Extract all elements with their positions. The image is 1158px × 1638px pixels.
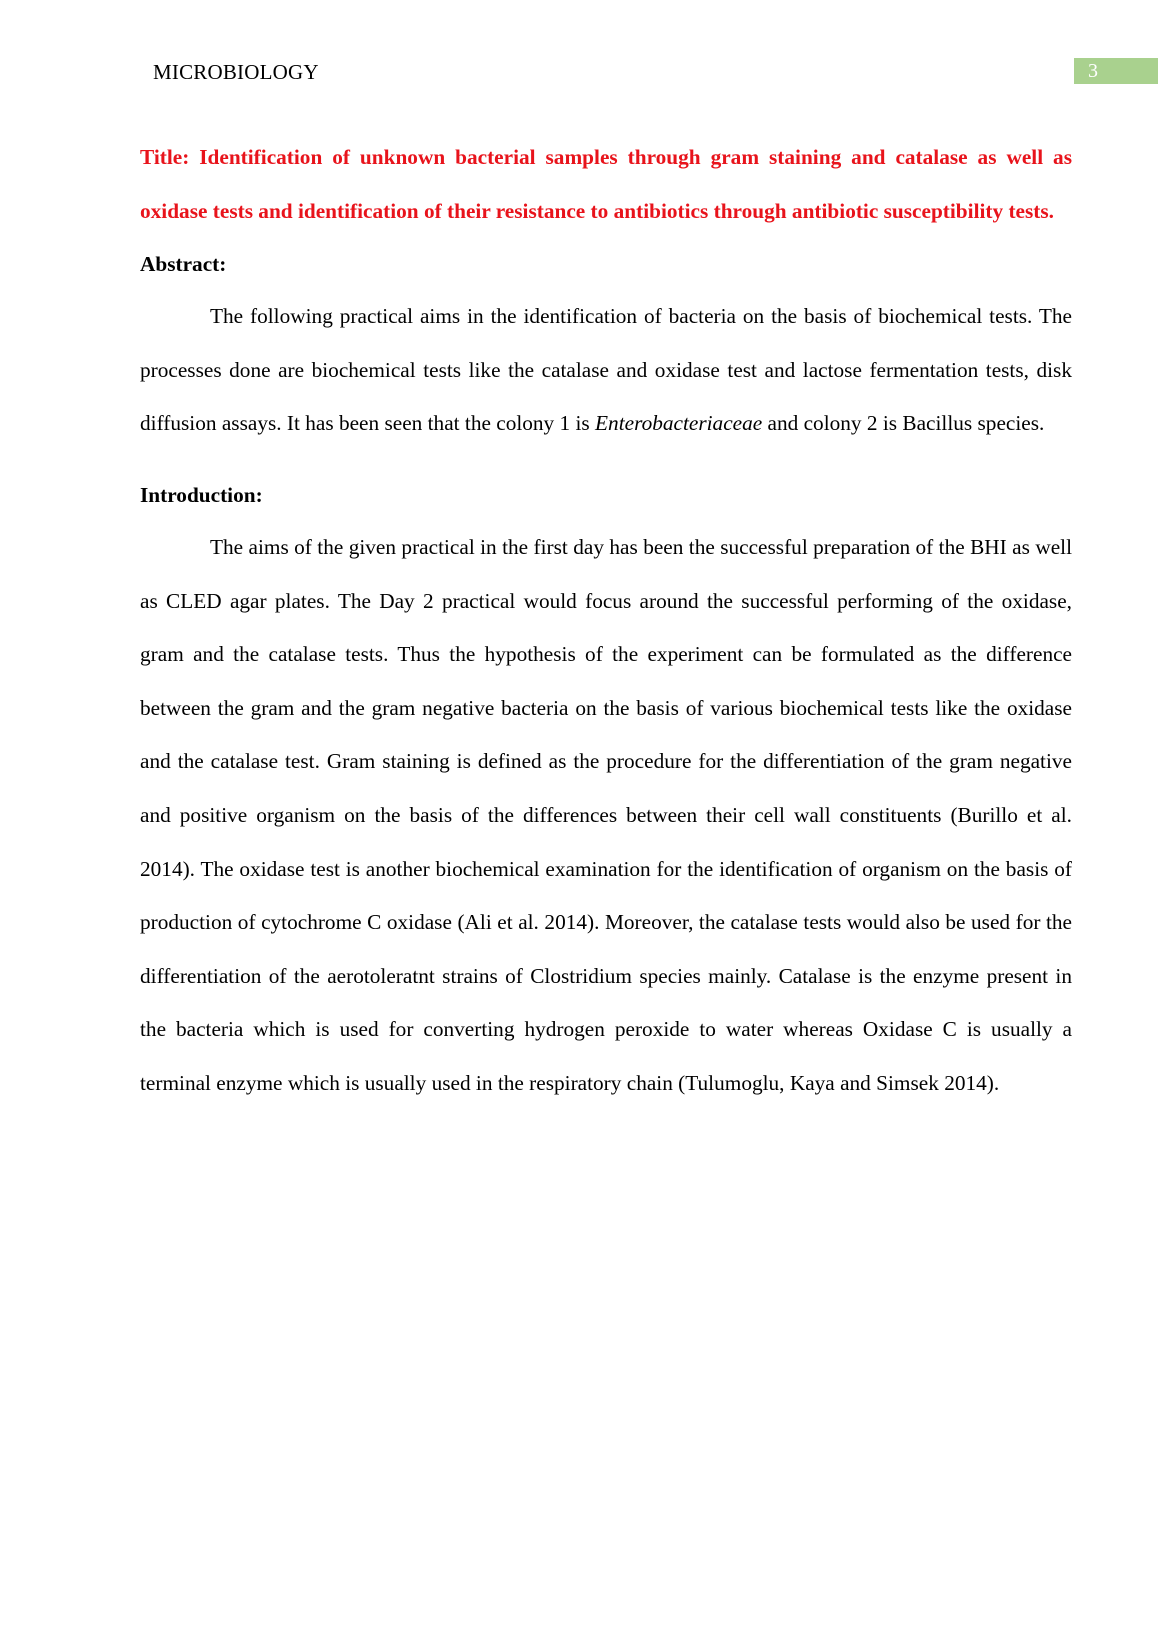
abstract-text-end: and colony 2 is Bacillus species. xyxy=(762,411,1045,436)
document-title: Title: Identification of unknown bacterial samples through gram staining and catalase as well as oxidase tests and identification of their resistance to antibiotics through antibiotic susceptibility tests. xyxy=(140,145,1072,223)
abstract-text-start: The following practical aims in the identification of bacteria on the basis of biochemical tests. The processes done are biochemical tests like the catalase and oxidase test and lactose fermentation tests, disk diffusion assays. It has been seen that the colony 1 is xyxy=(140,304,1072,436)
document-body xyxy=(140,131,1072,1111)
page-number-badge xyxy=(1074,58,1158,84)
running-header-title: MICROBIOLOGY xyxy=(153,60,319,84)
introduction-heading: Introduction: xyxy=(140,482,263,507)
abstract-italic-term: Enterobacteriaceae xyxy=(595,411,763,436)
introduction-paragraph: The aims of the given practical in the first day has been the successful preparation of the BHI as well as CLED agar plates. The Day 2 practical would focus around the successful performing of the oxidase, gram and the catalase tests. Thus the hypothesis of the experiment can be formulated as the difference between the gram and the gram negative bacteria on the basis of various biochemical tests like the oxidase and the catalase test. Gram staining is defined as the procedure for the differentiation of the gram negative and positive organism on the basis of the differences between their cell wall constituents (Burillo et al. 2014). The oxidase test is another biochemical examination for the identification of organism on the basis of production of cytochrome C oxidase (Ali et al. 2014). Moreover, the catalase tests would also be used for the differentiation of the aerotoleratnt strains of Clostridium species mainly. Catalase is the enzyme present in the bacteria which is used for converting hydrogen peroxide to water whereas Oxidase C is usually a terminal enzyme which is usually used in the respiratory chain (Tulumoglu, Kaya and Simsek 2014). xyxy=(140,534,1072,1095)
abstract-paragraph xyxy=(140,290,1072,451)
abstract-heading: Abstract: xyxy=(140,252,227,277)
page-number: 3 xyxy=(1088,60,1098,82)
